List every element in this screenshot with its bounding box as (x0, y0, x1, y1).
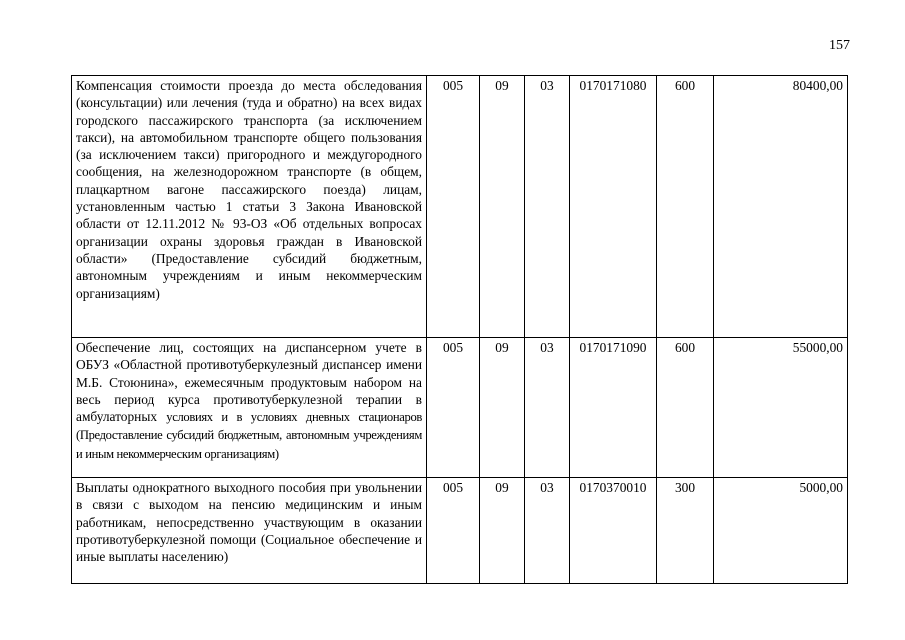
subsection-code: 03 (525, 76, 570, 338)
expense-type-code: 300 (657, 478, 714, 584)
ministry-code: 005 (427, 478, 480, 584)
amount-value: 55000,00 (714, 338, 848, 478)
target-article-code: 0170171090 (570, 338, 657, 478)
budget-table (71, 75, 848, 584)
table-row (72, 338, 848, 478)
target-article-code: 0170370010 (570, 478, 657, 584)
amount-value: 80400,00 (714, 76, 848, 338)
page-number: 157 (829, 38, 850, 53)
row-description-main: Обеспечение лиц, состоящих на диспансерном учете в ОБУЗ «Областной противотуберкулезный диспансер имени М.Б. Стоюнина», ежемесячным продуктовым набором на весь период курса противотуберкулезной терапии в амбулаторных (76, 340, 422, 425)
section-code: 09 (480, 338, 525, 478)
subsection-code: 03 (525, 338, 570, 478)
expense-type-code: 600 (657, 338, 714, 478)
row-description-tail: условиях и в условиях дневных стационаров (Предоставление субсидий бюджетным, автономным учреждениям и иным некоммерческим организациям) (76, 410, 422, 461)
table-row (72, 478, 848, 584)
row-description (72, 338, 427, 478)
row-description: Компенсация стоимости проезда до места обследования (консультации) или лечения (туда и обратно) на всех видах городского пассажирского транспорта (за исключением такси), на автомобильном транспорте общего пользования (за исключением такси) пригородного и междугородного сообщения, на железнодорожном транспорте (в общем, плацкартном вагоне пассажирского поезда) лицам, установленным частью 1 статьи 3 Закона Ивановской области от 12.11.2012 № 93-ОЗ «Об отдельных вопросах организации охраны здоровья граждан в Ивановской области» (Предоставление субсидий бюджетным, автономным учреждениям и иным некоммерческим организациям) (72, 76, 427, 338)
ministry-code: 005 (427, 338, 480, 478)
row-description: Выплаты однократного выходного пособия при увольнении в связи с выходом на пенсию медицинским и иным работникам, непосредственно участвующим в оказании противотуберкулезной помощи (Социальное обеспечение и иные выплаты населению) (72, 478, 427, 584)
subsection-code: 03 (525, 478, 570, 584)
ministry-code: 005 (427, 76, 480, 338)
table-row (72, 76, 848, 338)
amount-value: 5000,00 (714, 478, 848, 584)
section-code: 09 (480, 76, 525, 338)
target-article-code: 0170171080 (570, 76, 657, 338)
expense-type-code: 600 (657, 76, 714, 338)
section-code: 09 (480, 478, 525, 584)
